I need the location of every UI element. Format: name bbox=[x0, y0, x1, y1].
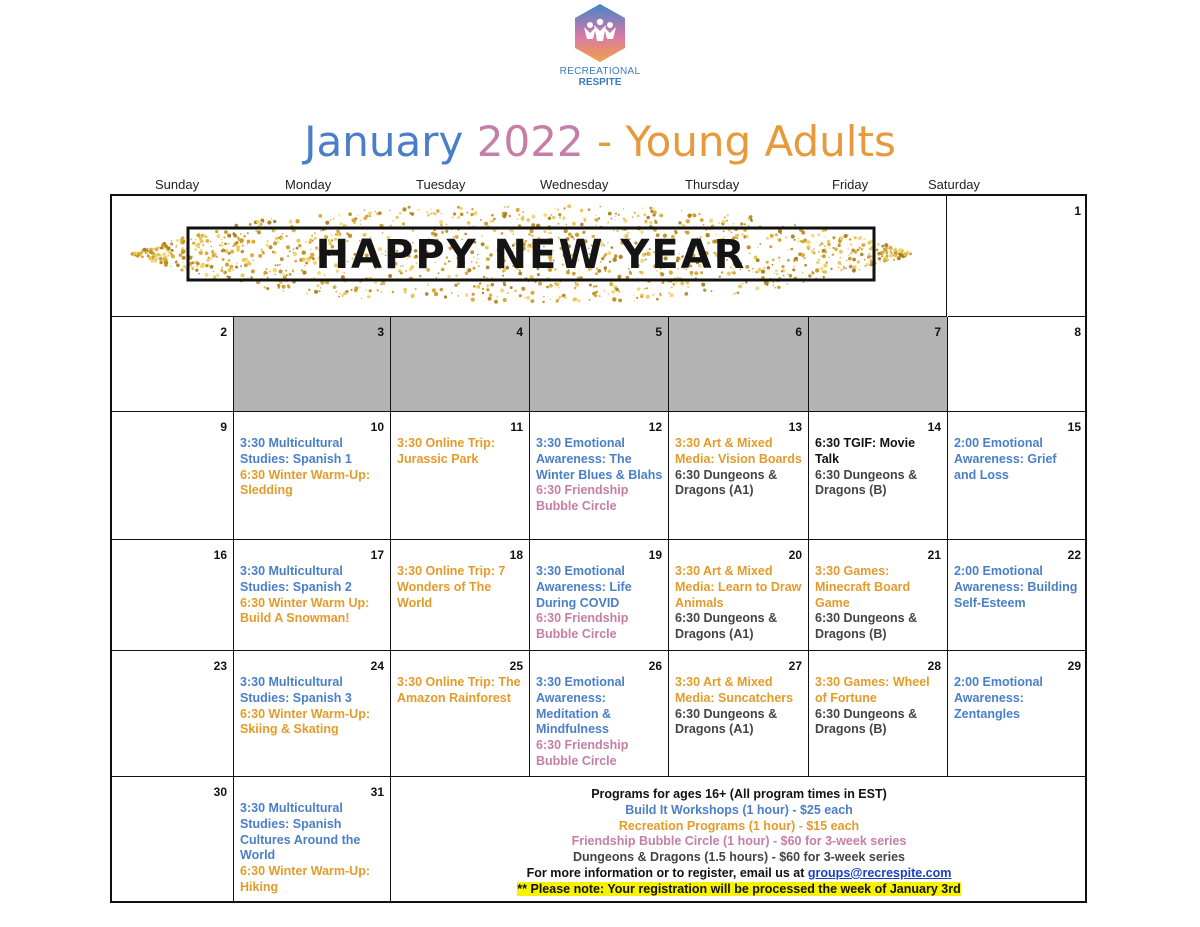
day-events bbox=[536, 436, 663, 515]
event-item: 3:30 Online Trip: 7 Wonders of The World bbox=[397, 564, 506, 610]
event-item: 3:30 Art & Mixed Media: Suncatchers bbox=[675, 675, 794, 705]
day-cell-7 bbox=[809, 317, 948, 412]
info-build: Build It Workshops (1 hour) - $25 each bbox=[625, 802, 853, 817]
day-cell-8 bbox=[948, 317, 1087, 412]
event-item: 6:30 Dungeons & Dragons (A1) bbox=[675, 467, 778, 498]
day-number: 7 bbox=[934, 325, 941, 339]
day-number: 23 bbox=[213, 659, 227, 673]
weekday-monday: Monday bbox=[285, 177, 332, 192]
day-events bbox=[397, 675, 524, 707]
day-events bbox=[954, 564, 1082, 611]
weekday-friday: Friday bbox=[832, 177, 869, 192]
day-number: 20 bbox=[788, 548, 802, 562]
event-item: 6:30 Dungeons & Dragons (A1) bbox=[675, 611, 778, 642]
program-info bbox=[391, 787, 1087, 898]
day-cell-26 bbox=[530, 651, 669, 777]
event-item: 3:30 Art & Mixed Media: Vision Boards bbox=[675, 436, 802, 466]
title-year: 2022 bbox=[476, 117, 584, 166]
event-item: 3:30 Online Trip: Jurassic Park bbox=[397, 436, 495, 466]
weekday-tuesday: Tuesday bbox=[416, 177, 466, 192]
info-friendship: Friendship Bubble Circle (1 hour) - $60 for 3-week series bbox=[571, 834, 907, 849]
recreational-respite-logo bbox=[555, 3, 645, 88]
event-item: 3:30 Art & Mixed Media: Learn to Draw Animals bbox=[675, 564, 802, 610]
info-contact-text: For more information or to register, email us at bbox=[526, 865, 808, 880]
day-events bbox=[397, 436, 524, 468]
event-item: 2:00 Emotional Awareness: Building Self-Esteem bbox=[954, 564, 1078, 610]
info-recreation: Recreation Programs (1 hour) - $15 each bbox=[618, 818, 860, 833]
registration-note: ** Please note: Your registration will be processed the week of January 3rd bbox=[517, 881, 961, 896]
event-item: 6:30 Winter Warm-Up: Sledding bbox=[240, 467, 370, 498]
event-item: 6:30 Friendship Bubble Circle bbox=[536, 483, 629, 514]
day-events bbox=[536, 675, 663, 770]
day-number: 11 bbox=[510, 420, 523, 434]
day-number: 2 bbox=[220, 325, 227, 339]
event-item: 6:30 Winter Warm-Up: Hiking bbox=[240, 864, 370, 894]
gold-glitter-banner bbox=[112, 196, 945, 315]
day-cell-21 bbox=[809, 540, 948, 651]
day-number: 31 bbox=[370, 785, 384, 799]
info-contact bbox=[391, 866, 1087, 882]
day-events bbox=[240, 675, 385, 738]
event-item: 6:30 Dungeons & Dragons (B) bbox=[815, 706, 918, 737]
day-number: 6 bbox=[795, 325, 802, 339]
event-item: 3:30 Multicultural Studies: Spanish Cultures Around the World bbox=[240, 801, 361, 863]
day-number: 21 bbox=[927, 548, 941, 562]
day-cell-16 bbox=[112, 540, 234, 651]
weekday-sunday: Sunday bbox=[155, 177, 200, 192]
day-cell-17 bbox=[234, 540, 391, 651]
day-number: 25 bbox=[509, 659, 523, 673]
event-item: 2:00 Emotional Awareness: Grief and Loss bbox=[954, 436, 1057, 482]
day-events bbox=[240, 564, 385, 627]
day-cell-24 bbox=[234, 651, 391, 777]
day-cell-15 bbox=[948, 412, 1087, 540]
day-number: 24 bbox=[370, 659, 384, 673]
event-item: 6:30 Friendship Bubble Circle bbox=[536, 611, 629, 642]
event-item: 6:30 Friendship Bubble Circle bbox=[536, 738, 629, 768]
day-cell-23 bbox=[112, 651, 234, 777]
day-events bbox=[954, 675, 1082, 722]
event-item: 3:30 Multicultural Studies: Spanish 2 bbox=[240, 564, 352, 594]
day-number: 26 bbox=[648, 659, 662, 673]
day-number: 18 bbox=[509, 548, 523, 562]
day-cell-31 bbox=[234, 777, 391, 903]
day-events bbox=[675, 675, 803, 738]
event-item: 3:30 Emotional Awareness: The Winter Blues & Blahs bbox=[536, 436, 663, 482]
email-link[interactable]: groups@recrespite.com bbox=[807, 865, 952, 880]
day-cell-4 bbox=[391, 317, 530, 412]
event-item: 6:30 Winter Warm Up: Build A Snowman! bbox=[240, 595, 370, 626]
day-number: 5 bbox=[655, 325, 662, 339]
event-item: 6:30 Dungeons & Dragons (A1) bbox=[675, 706, 778, 737]
title-rest: - Young Adults bbox=[597, 117, 896, 166]
day-events bbox=[240, 801, 385, 896]
day-events bbox=[954, 436, 1082, 483]
day-events bbox=[675, 564, 803, 643]
day-cell-25 bbox=[391, 651, 530, 777]
day-cell-19 bbox=[530, 540, 669, 651]
day-cell-22 bbox=[948, 540, 1087, 651]
day-cell-5 bbox=[530, 317, 669, 412]
day-events bbox=[815, 436, 942, 499]
event-item: 3:30 Emotional Awareness: Life During COVID bbox=[536, 564, 632, 610]
day-events bbox=[815, 564, 942, 643]
event-item: 3:30 Games: Minecraft Board Game bbox=[815, 564, 911, 610]
day-number: 16 bbox=[213, 548, 227, 562]
day-number: 10 bbox=[370, 420, 384, 434]
logo-line-2: RESPITE bbox=[578, 77, 622, 88]
day-cell-6 bbox=[669, 317, 809, 412]
day-number: 15 bbox=[1067, 420, 1081, 434]
day-cell-14 bbox=[809, 412, 948, 540]
happy-new-year-banner bbox=[112, 196, 947, 317]
day-number: 17 bbox=[370, 548, 384, 562]
day-cell-3 bbox=[234, 317, 391, 412]
calendar-grid bbox=[110, 194, 1087, 903]
day-cell-13 bbox=[669, 412, 809, 540]
day-number: 9 bbox=[220, 420, 227, 434]
day-events bbox=[397, 564, 524, 611]
day-cell-1 bbox=[948, 196, 1087, 317]
day-number: 8 bbox=[1074, 325, 1081, 339]
info-heading: Programs for ages 16+ (All program times in EST) bbox=[591, 787, 887, 801]
logo-line-1: RECREATIONAL bbox=[559, 66, 641, 77]
day-cell-27 bbox=[669, 651, 809, 777]
day-number: 14 bbox=[927, 420, 941, 434]
day-number: 22 bbox=[1067, 548, 1081, 562]
day-cell-2 bbox=[112, 317, 234, 412]
day-number: 28 bbox=[927, 659, 941, 673]
day-number: 29 bbox=[1067, 659, 1081, 673]
day-cell-10 bbox=[234, 412, 391, 540]
event-item: 3:30 Emotional Awareness: Meditation & Mindfulness bbox=[536, 675, 625, 737]
day-number: 13 bbox=[788, 420, 802, 434]
logo-hexagon-icon bbox=[573, 3, 627, 63]
weekday-wednesday: Wednesday bbox=[540, 177, 609, 192]
event-item: 6:30 Dungeons & Dragons (B) bbox=[815, 611, 918, 642]
day-number: 19 bbox=[648, 548, 662, 562]
page-title bbox=[0, 112, 1200, 172]
weekday-thursday: Thursday bbox=[685, 177, 740, 192]
day-events bbox=[815, 675, 942, 738]
day-number: 27 bbox=[788, 659, 802, 673]
day-cell-12 bbox=[530, 412, 669, 540]
day-events bbox=[675, 436, 803, 499]
event-item: 3:30 Games: Wheel of Fortune bbox=[815, 675, 930, 705]
day-number: 30 bbox=[213, 785, 227, 799]
day-cell-11 bbox=[391, 412, 530, 540]
day-events bbox=[536, 564, 663, 643]
day-cell-29 bbox=[948, 651, 1087, 777]
title-month: January bbox=[304, 117, 464, 166]
day-cell-28 bbox=[809, 651, 948, 777]
event-item: 6:30 Winter Warm-Up: Skiing & Skating bbox=[240, 706, 370, 737]
event-item: 6:30 TGIF: Movie Talk bbox=[815, 436, 916, 466]
event-item: 2:00 Emotional Awareness: Zentangles bbox=[954, 675, 1043, 721]
info-dnd: Dungeons & Dragons (1.5 hours) - $60 for 3-week series bbox=[572, 850, 906, 865]
weekday-saturday: Saturday bbox=[928, 177, 981, 192]
event-item: 3:30 Online Trip: The Amazon Rainforest bbox=[397, 675, 521, 705]
event-item: 6:30 Dungeons & Dragons (B) bbox=[815, 467, 918, 498]
day-number: 4 bbox=[516, 325, 523, 339]
day-number: 1 bbox=[1074, 204, 1081, 218]
day-number: 3 bbox=[377, 325, 384, 339]
day-cell-18 bbox=[391, 540, 530, 651]
event-item: 3:30 Multicultural Studies: Spanish 3 bbox=[240, 675, 352, 705]
day-cell-20 bbox=[669, 540, 809, 651]
event-item: 3:30 Multicultural Studies: Spanish 1 bbox=[240, 436, 352, 466]
day-number: 12 bbox=[648, 420, 662, 434]
day-cell-9 bbox=[112, 412, 234, 540]
day-events bbox=[240, 436, 385, 499]
day-cell-30 bbox=[112, 777, 234, 903]
banner-text: HAPPY NEW YEAR bbox=[315, 232, 747, 278]
